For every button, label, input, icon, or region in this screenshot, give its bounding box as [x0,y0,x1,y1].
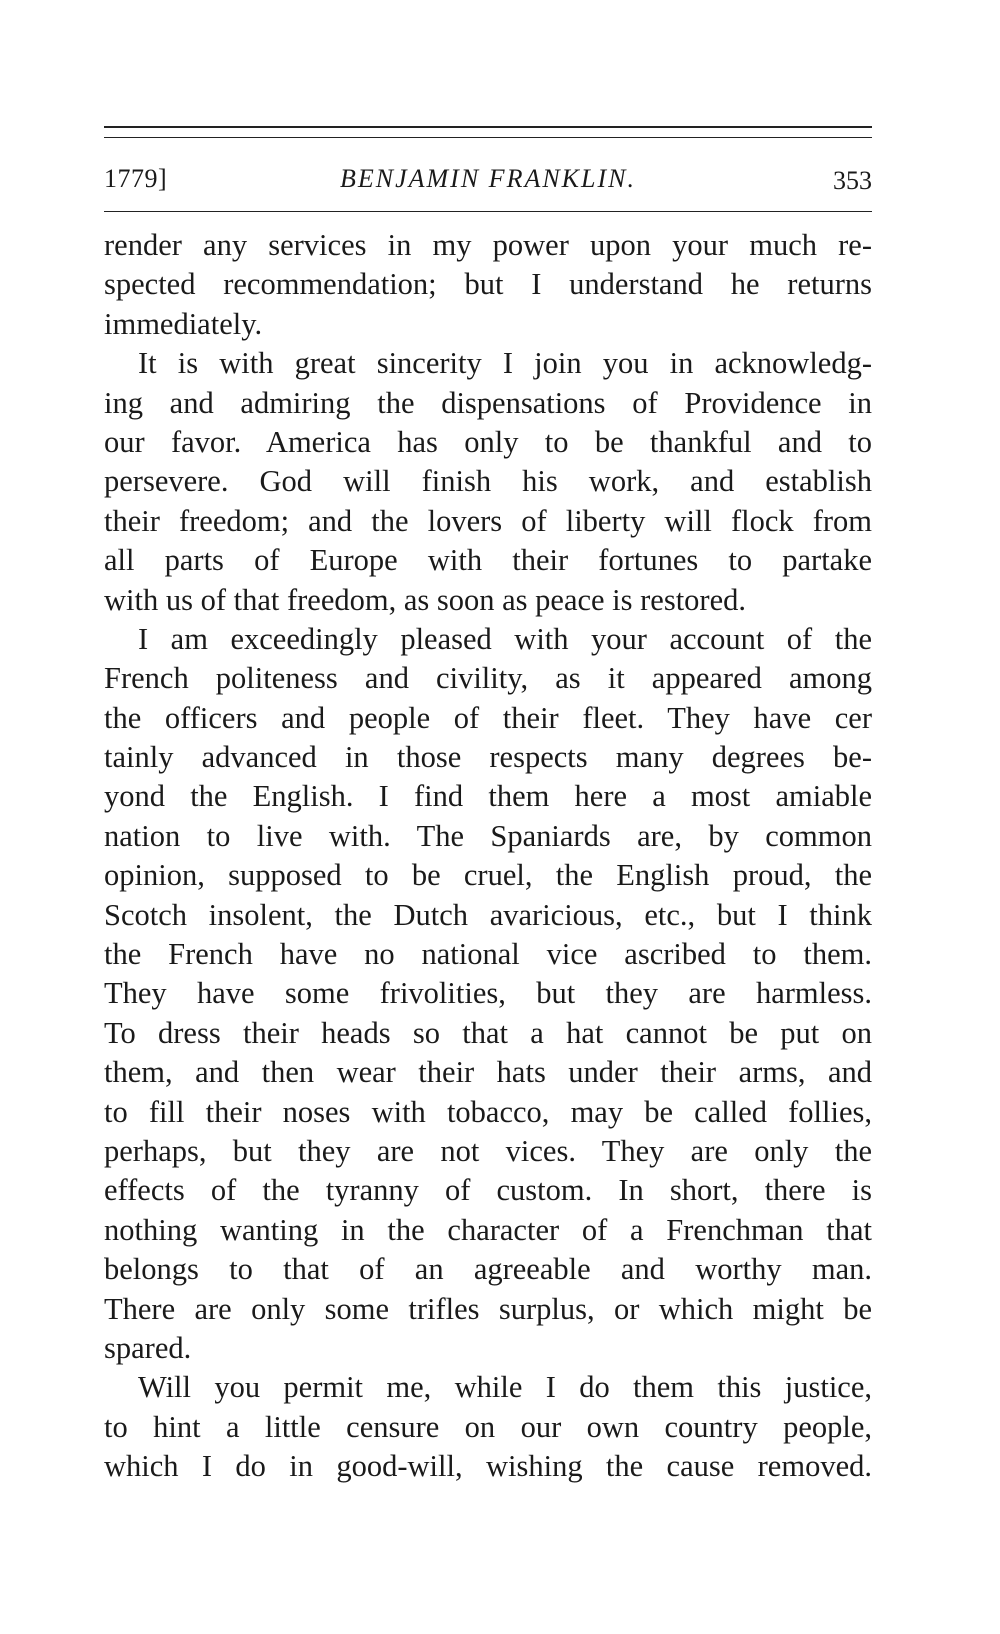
text-line: spared. [104,1330,192,1365]
running-head [104,158,872,198]
text-line: to fill their noses with tobacco, may be called follies, [104,1094,872,1129]
text-line: persevere. God will finish his work, and establish [104,464,872,499]
text-line: I am exceedingly pleased with your account of the [138,621,872,656]
text-line: opinion, supposed to be cruel, the English proud, the [104,858,872,893]
running-head-title: BENJAMIN FRANKLIN. [340,164,636,193]
text-line: their freedom; and the lovers of liberty will flock from [104,503,872,538]
text-line: belongs to that of an agreeable and worthy man. [104,1252,872,1287]
text-line: our favor. America has only to be thankful and to [104,424,872,459]
text-line: spected recommendation; but I understand he returns [104,267,872,302]
header-rule-top [104,126,872,128]
text-line: It is with great sincerity I join you in acknowledg- [138,346,872,381]
text-line: them, and then wear their hats under their arms, and [104,1055,872,1090]
text-line: There are only some trifles surplus, or which might be [104,1291,872,1326]
text-line: which I do in good-will, wishing the cause removed. [104,1449,872,1484]
text-line: yond the English. I find them here a most amiable [104,779,872,814]
text-line: render any services in my power upon your much re- [104,228,872,262]
text-line: nothing wanting in the character of a Frenchman that [104,1212,872,1247]
text-line: all parts of Europe with their fortunes to partake [104,543,872,578]
text-line: effects of the tyranny of custom. In short, there is [104,1173,872,1208]
header-rule-bottom [104,211,872,212]
text-line: French politeness and civility, as it appeared among [104,661,872,696]
page-number: 353 [833,166,872,195]
text-line: to hint a little censure on our own country people, [104,1409,872,1444]
body-text [104,226,872,1487]
text-line: with us of that freedom, as soon as peace is restored. [104,582,747,617]
text-line: perhaps, but they are not vices. They are only the [104,1133,872,1168]
text-line: immediately. [104,306,263,341]
text-line: the officers and people of their fleet. They have cer [104,700,872,735]
text-line: ing and admiring the dispensations of Providence in [104,385,872,420]
running-head-year: 1779] [104,164,168,193]
header-rule-top-thin [104,137,872,138]
text-line: Will you permit me, while I do them this justice, [138,1370,872,1405]
text-line: nation to live with. The Spaniards are, by common [104,818,872,853]
text-line: To dress their heads so that a hat cannot be put on [104,1015,872,1050]
text-line: Scotch insolent, the Dutch avaricious, etc., but I think [104,897,872,932]
text-line: tainly advanced in those respects many degrees be- [104,740,872,775]
text-line: They have some frivolities, but they are harmless. [104,976,872,1011]
text-line: the French have no national vice ascribed to them. [104,937,872,972]
